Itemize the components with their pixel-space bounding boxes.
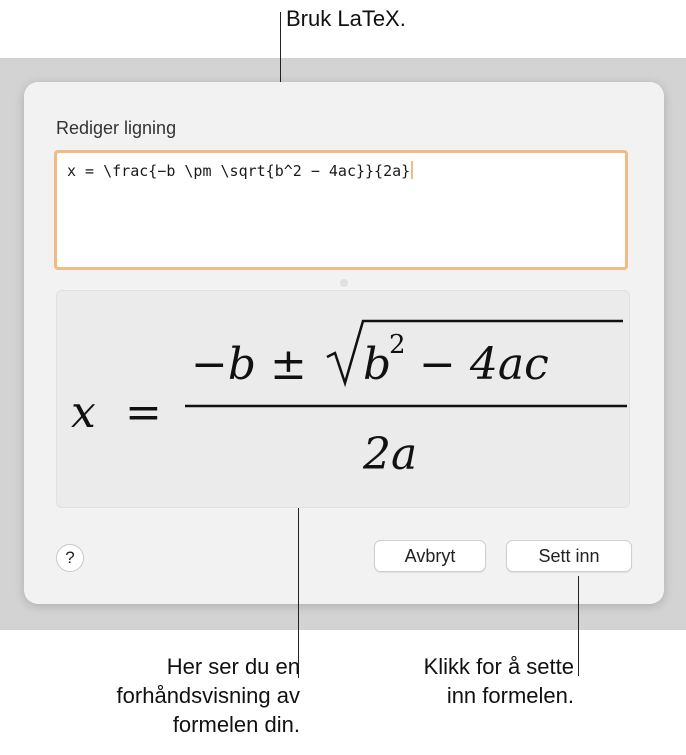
formula-radicand-exponent: 2 xyxy=(389,330,406,360)
callout-preview-line3: formelen din. xyxy=(172,712,300,737)
formula-numerator-prefix: −b ± xyxy=(191,339,307,390)
formula-radicand-rest: − 4ac xyxy=(405,339,549,390)
insert-button[interactable]: Sett inn xyxy=(506,540,632,572)
formula-radicand-base: b xyxy=(363,339,392,390)
rendered-formula xyxy=(57,291,631,509)
callout-preview-line2: forhåndsvisning av xyxy=(116,683,300,708)
cancel-button[interactable]: Avbryt xyxy=(374,540,486,572)
callout-insert-line1: Klikk for å sette xyxy=(423,654,574,679)
callout-insert-line2: inn formelen. xyxy=(446,683,574,708)
callout-insert xyxy=(340,652,574,710)
formula-equals: = xyxy=(125,387,162,438)
help-button[interactable]: ? xyxy=(56,544,84,572)
resize-grip[interactable] xyxy=(340,279,348,287)
latex-input-text[interactable]: x = \frac{−b \pm \sqrt{b^2 − 4ac}}{2a} xyxy=(67,161,413,180)
text-caret xyxy=(411,161,413,179)
callout-use-latex: Bruk LaTeX. xyxy=(286,6,406,31)
edit-equation-dialog xyxy=(24,82,664,604)
dialog-title: Rediger ligning xyxy=(56,118,177,138)
formula-denominator: 2a xyxy=(363,429,418,480)
formula-lhs: x xyxy=(71,387,96,438)
callout-preview xyxy=(30,652,300,739)
equation-preview xyxy=(56,290,630,508)
latex-input-field[interactable] xyxy=(54,150,628,270)
callout-preview-line1: Her ser du en xyxy=(166,654,300,679)
callout-leader-insert xyxy=(578,576,579,676)
